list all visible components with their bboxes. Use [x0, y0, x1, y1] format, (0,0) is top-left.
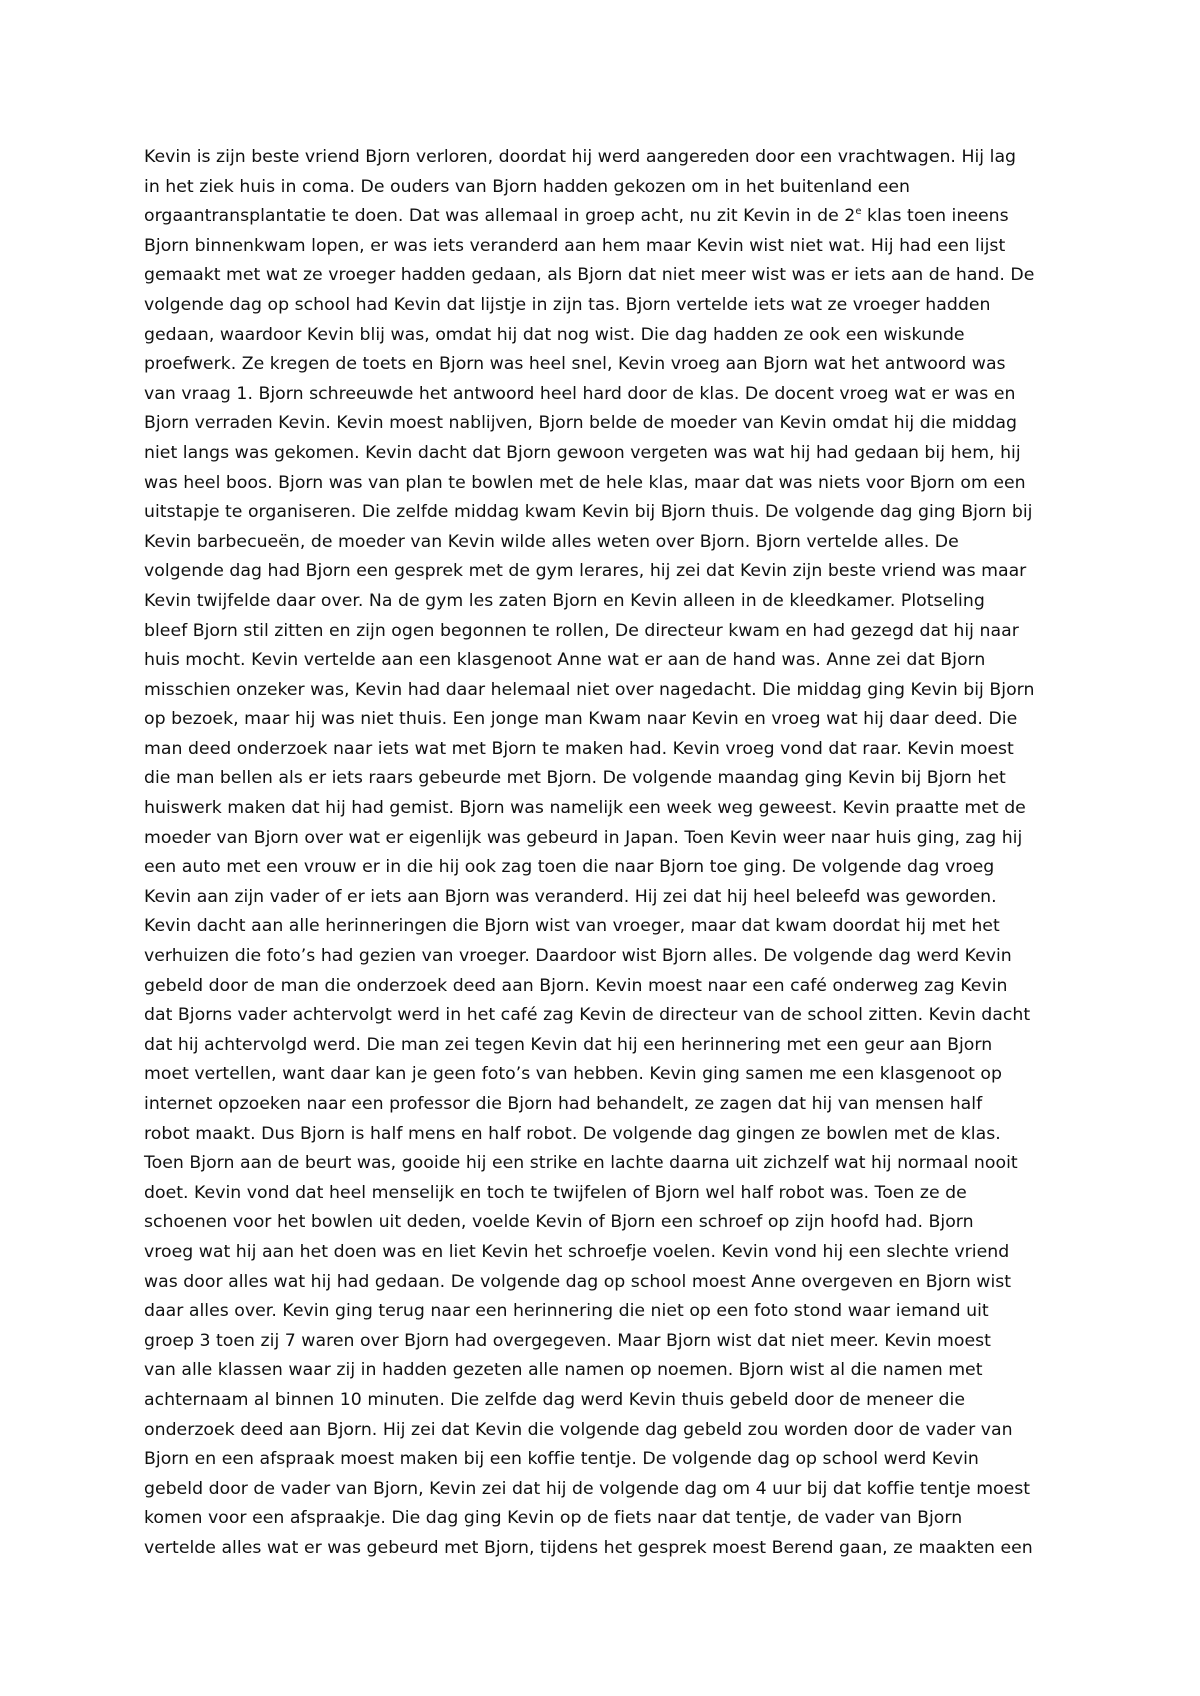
text-line-3 — [144, 202, 1074, 232]
text-line-6: volgende dag op school had Kevin dat lijstje in zijn tas. Bjorn vertelde iets wat ze vroeger hadden — [144, 294, 991, 315]
text-line-29: gebeld door de man die onderzoek deed aan Bjorn. Kevin moest naar een café onderweg zag Kevin — [144, 975, 1008, 996]
text-line-33: internet opzoeken naar een professor die Bjorn had behandelt, ze zagen dat hij van mensen half — [144, 1094, 983, 1114]
text-line-34: robot maakt. Dus Bjorn is half mens en half robot. De volgende dag gingen ze bowlen met de klas. — [144, 1123, 1001, 1144]
text-line-21: man deed onderzoek naar iets wat met Bjorn te maken had. Kevin vroeg vond dat raar. Kevin moest — [144, 738, 1014, 759]
text-line-18: huis mocht. Kevin vertelde aan een klasgenoot Anne wat er aan de hand was. Anne zei dat Bjorn — [144, 650, 986, 671]
text-line-1: Kevin is zijn beste vriend Bjorn verloren, doordat hij werd aangereden door een vrachtwagen. Hij lag — [144, 147, 1017, 167]
text-line-37: schoenen voor het bowlen uit deden, voelde Kevin of Bjorn een schroef op zijn hoofd had. Bjorn — [144, 1212, 974, 1233]
text-line-36: doet. Kevin vond dat heel menselijk en toch te twijfelen of Bjorn wel half robot was. Toen ze de — [144, 1182, 967, 1203]
text-line-45: Bjorn en een afspraak moest maken bij een koffie tentje. De volgende dag op school werd Kevin — [144, 1449, 979, 1470]
text-line-31: dat hij achtervolgd werd. Die man zei tegen Kevin dat hij een herinnering met een geur aan Bjorn — [144, 1034, 993, 1055]
text-line-13: uitstapje te organiseren. Die zelfde middag kwam Kevin bij Bjorn thuis. De volgende dag ging Bjorn bij — [144, 502, 1033, 523]
text-line-16: Kevin twijfelde daar over. Na de gym les zaten Bjorn en Kevin alleen in de kleedkamer. Plotseling — [144, 590, 985, 611]
text-line-5: gemaakt met wat ze vroeger hadden gedaan, als Bjorn dat niet meer wist was er iets aan de hand. De — [144, 265, 1035, 286]
text-line-41: groep 3 toen zij 7 waren over Bjorn had overgegeven. Maar Bjorn wist dat niet meer. Kevin moest — [144, 1330, 991, 1351]
text-line-14: Kevin barbecueën, de moeder van Kevin wilde alles weten over Bjorn. Bjorn vertelde alles. De — [144, 531, 959, 552]
text-line-40: daar alles over. Kevin ging terug naar een herinnering die niet op een foto stond waar iemand uit — [144, 1301, 989, 1322]
text-line-46: gebeld door de vader van Bjorn, Kevin zei dat hij de volgende dag om 4 uur bij dat koffie tentje moest — [144, 1478, 1031, 1499]
text-line-7: gedaan, waardoor Kevin blij was, omdat hij dat nog wist. Die dag hadden ze ook een wiskunde — [144, 324, 965, 345]
text-line-47: komen voor een afspraakje. Die dag ging Kevin op de fiets naar dat tentje, de vader van Bjorn — [144, 1508, 963, 1529]
text-line-48: vertelde alles wat er was gebeurd met Bjorn, tijdens het gesprek moest Berend gaan, ze maakten een — [144, 1537, 1033, 1558]
text-line-42: van alle klassen waar zij in hadden gezeten alle namen op noemen. Bjorn wist al die namen met — [144, 1360, 983, 1381]
text-line-35: Toen Bjorn aan de beurt was, gooide hij een strike en lachte daarna uit zichzelf wat hij normaal nooit — [144, 1153, 1018, 1174]
text-line-25: een auto met een vrouw er in die hij ook zag toen die naar Bjorn toe ging. De volgende dag vroeg — [144, 857, 995, 878]
text-line-24: moeder van Bjorn over wat er eigenlijk was gebeurd in Japan. Toen Kevin weer naar huis ging, zag hij — [144, 827, 1023, 848]
text-line-8: proefwerk. Ze kregen de toets en Bjorn was heel snel, Kevin vroeg aan Bjorn wat het antwoord was — [144, 354, 1006, 375]
text-line-3-end: klas toen ineens — [861, 206, 1009, 227]
text-line-4: Bjorn binnenkwam lopen, er was iets veranderd aan hem maar Kevin wist niet wat. Hij had een lijst — [144, 235, 1006, 256]
text-line-10: Bjorn verraden Kevin. Kevin moest nablijven, Bjorn belde de moeder van Kevin omdat hij die middag — [144, 413, 1017, 434]
text-line-11: niet langs was gekomen. Kevin dacht dat Bjorn gewoon vergeten was wat hij had gedaan bij hem, hij — [144, 442, 1021, 463]
text-line-12: was heel boos. Bjorn was van plan te bowlen met de hele klas, maar dat was niets voor Bjorn om een — [144, 472, 1026, 493]
text-line-3-start: orgaantransplantatie te doen. Dat was allemaal in groep acht, nu zit Kevin in de 2 — [144, 206, 856, 227]
text-line-28: verhuizen die foto’s had gezien van vroeger. Daardoor wist Bjorn alles. De volgende dag werd Kevin — [144, 946, 1012, 967]
text-line-43: achternaam al binnen 10 minuten. Die zelfde dag werd Kevin thuis gebeld door de meneer die — [144, 1389, 966, 1410]
text-line-2: in het ziek huis in coma. De ouders van Bjorn hadden gekozen om in het buitenland een — [144, 176, 911, 197]
text-line-27: Kevin dacht aan alle herinneringen die Bjorn wist van vroeger, maar dat kwam doordat hij met het — [144, 916, 1000, 937]
text-line-38: vroeg wat hij aan het doen was en liet Kevin het schroefje voelen. Kevin vond hij een slechte vriend — [144, 1241, 1010, 1262]
text-line-17: bleef Bjorn stil zitten en zijn ogen begonnen te rollen, De directeur kwam en had gezegd dat hij naar — [144, 620, 1019, 641]
text-line-23: huiswerk maken dat hij had gemist. Bjorn was namelijk een week weg geweest. Kevin praatte met de — [144, 798, 1026, 819]
text-line-20: op bezoek, maar hij was niet thuis. Een jonge man Kwam naar Kevin en vroeg wat hij daar deed. Die — [144, 709, 1018, 730]
ordinal-superscript: e — [855, 206, 862, 218]
text-line-32: moet vertellen, want daar kan je geen foto’s van hebben. Kevin ging samen me een klasgenoot op — [144, 1064, 1002, 1085]
text-line-39: was door alles wat hij had gedaan. De volgende dag op school moest Anne overgeven en Bjorn wist — [144, 1271, 1012, 1292]
text-line-9: van vraag 1. Bjorn schreeuwde het antwoord heel hard door de klas. De docent vroeg wat er was en — [144, 383, 1016, 404]
text-line-19: misschien onzeker was, Kevin had daar helemaal niet over nagedacht. Die middag ging Kevin bij Bjorn — [144, 679, 1035, 700]
text-line-30: dat Bjorns vader achtervolgt werd in het café zag Kevin de directeur van de school zitten. Kevin dacht — [144, 1005, 1031, 1026]
text-line-26: Kevin aan zijn vader of er iets aan Bjorn was veranderd. Hij zei dat hij heel beleefd was geworden. — [144, 886, 997, 907]
text-line-15: volgende dag had Bjorn een gesprek met de gym lerares, hij zei dat Kevin zijn beste vriend was maar — [144, 561, 1027, 582]
text-line-44: onderzoek deed aan Bjorn. Hij zei dat Kevin die volgende dag gebeld zou worden door de vader van — [144, 1419, 1013, 1440]
text-line-22: die man bellen als er iets raars gebeurde met Bjorn. De volgende maandag ging Kevin bij Bjorn het — [144, 768, 1006, 789]
document-body — [144, 143, 1074, 1564]
